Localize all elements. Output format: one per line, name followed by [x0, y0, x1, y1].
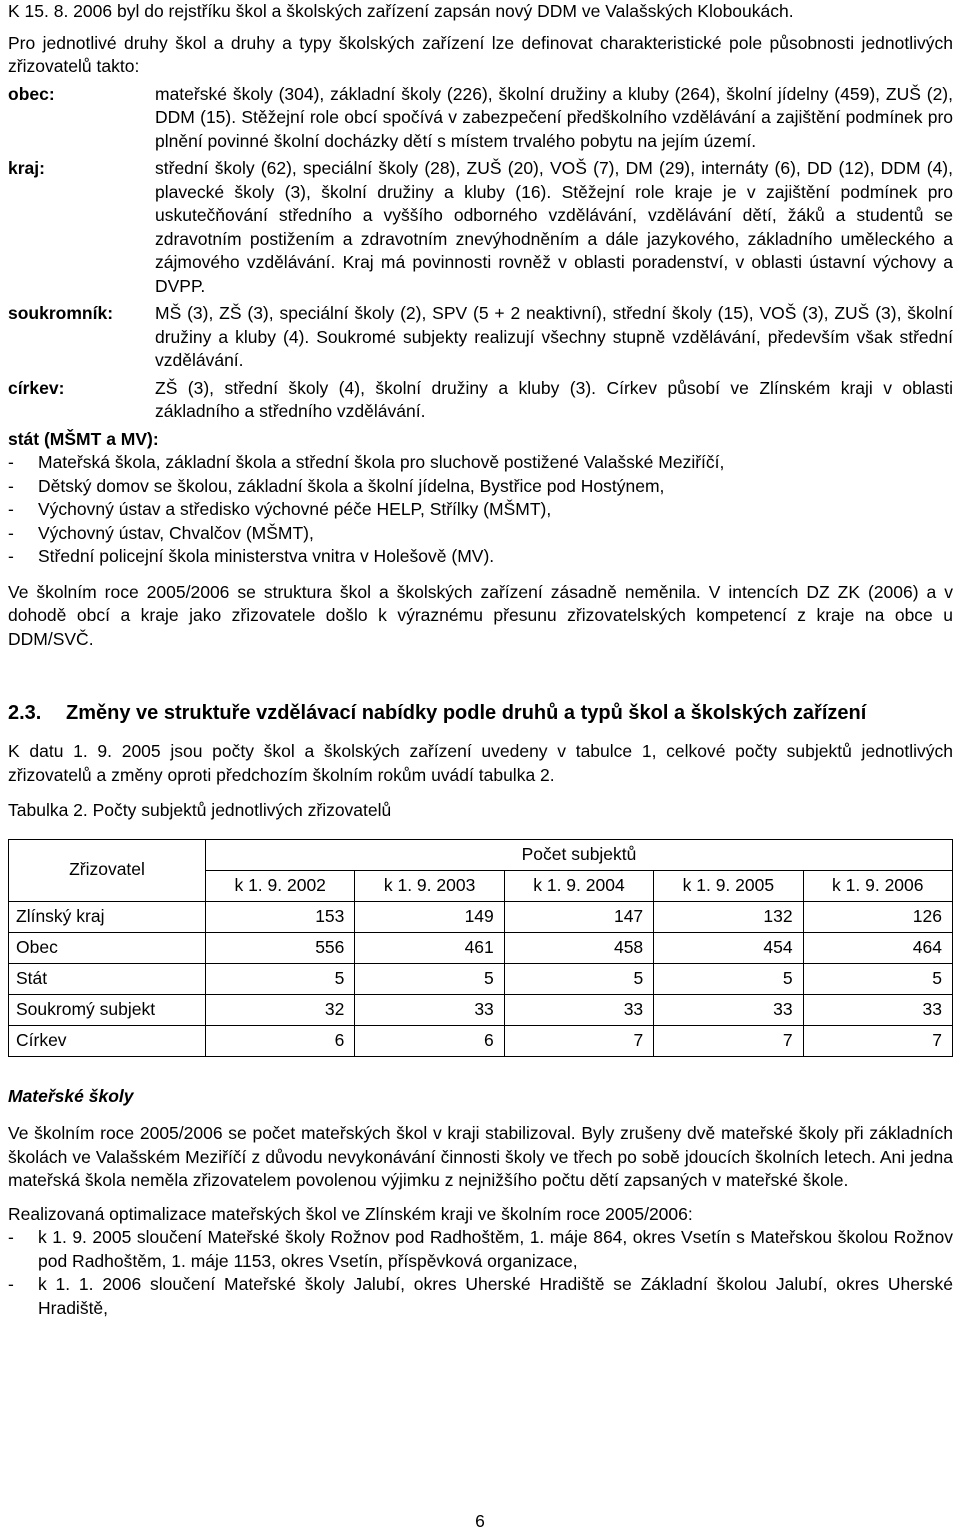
- count-cell: 5: [504, 963, 653, 994]
- founder-term: kraj:: [8, 158, 45, 178]
- founder-term: církev:: [8, 377, 65, 398]
- year-header: k 1. 9. 2005: [654, 870, 803, 901]
- kindergartens-heading: Mateřské školy: [8, 1085, 134, 1106]
- year-header: k 1. 9. 2004: [504, 870, 653, 901]
- founder-description: ZŠ (3), střední školy (4), školní družiny a kluby (3). Církev působí ve Zlínském kraji v oblasti základního a středního vzdělávání.: [155, 377, 953, 421]
- count-cell: 7: [654, 1025, 803, 1056]
- count-cell: 33: [355, 994, 504, 1025]
- count-cell: 556: [206, 932, 355, 963]
- list-item: - k 1. 1. 2006 sloučení Mateřské školy Jalubí, okres Uherské Hradiště se Základní školou Jalubí, okres Uherské Hradiště,: [8, 1273, 953, 1320]
- count-cell: 5: [654, 963, 803, 994]
- list-item: - Dětský domov se školou, základní škola a školní jídelna, Bystřice pod Hostýnem,: [8, 475, 953, 499]
- count-cell: 33: [504, 994, 653, 1025]
- count-cell: 454: [654, 932, 803, 963]
- count-group-header: Počet subjektů: [206, 839, 953, 870]
- count-cell: 126: [803, 901, 952, 932]
- section-title: Změny ve struktuře vzdělávací nabídky podle druhů a typů škol a školských zařízení: [66, 702, 867, 724]
- founder-name: Zlínský kraj: [9, 901, 206, 932]
- section-number: 2.3.: [8, 702, 42, 724]
- founder-term: obec:: [8, 83, 55, 104]
- kindergartens-paragraph-1: Ve školním roce 2005/2006 se počet mateřských škol v kraji stabilizoval. Byly zrušeny dvě mateřské školy při základních školách ve Valašském Meziříčí z důvodu nevykonávání činnosti školy ve třech po sobě jdoucích školních letech. Ani jedna mateřská škola neměla zřizovatelem povolenou výjimku z nejnižšího počtu dětí zapsaných v mateřské škole.: [8, 1123, 953, 1190]
- founder-term: soukromník:: [8, 303, 114, 323]
- founder-description: střední školy (62), speciální školy (28), ZUŠ (20), VOŠ (7), DM (29), internáty (6), DD (12), DDM (4), plavecké školy (3), školní družiny a kluby (16). Stěžejní role kraje je v zajištění podmínek pro uskutečňování středního a vyššího odborného vzdělávání, vzdělávání dětí, žáků a studentů se zdravotním postižením a zdravotním znevýhodněním a dále jazykového, základního uměleckého a zájmového vzdělávání. Kraj má povinnosti rovněž v oblasti poradenství, v oblasti ústavní výchovy a DVPP.: [155, 158, 953, 296]
- count-cell: 461: [355, 932, 504, 963]
- count-cell: 458: [504, 932, 653, 963]
- count-cell: 33: [654, 994, 803, 1025]
- count-cell: 5: [803, 963, 952, 994]
- list-item: - Výchovný ústav, Chvalčov (MŠMT),: [8, 522, 953, 546]
- founders-count-table: [8, 839, 953, 1057]
- list-item: - Výchovný ústav a středisko výchovné péče HELP, Střílky (MŠMT),: [8, 498, 953, 522]
- state-heading: stát (MŠMT a MV):: [8, 428, 159, 449]
- founder-name: Obec: [9, 932, 206, 963]
- intro-paragraph-1: K 15. 8. 2006 byl do rejstříku škol a školských zařízení zapsán nový DDM ve Valašských Kloboukách.: [8, 1, 794, 21]
- year-header: k 1. 9. 2002: [206, 870, 355, 901]
- datum-paragraph: K datu 1. 9. 2005 jsou počty škol a školských zařízení uvedeny v tabulce 1, celkové počty subjektů jednotlivých zřizovatelů a změny oproti předchozím školním rokům uvádí tabulka 2.: [8, 741, 953, 785]
- count-cell: 32: [206, 994, 355, 1025]
- count-cell: 6: [206, 1025, 355, 1056]
- count-cell: 153: [206, 901, 355, 932]
- list-item: - Střední policejní škola ministerstva vnitra v Holešově (MV).: [8, 545, 953, 569]
- founder-name: Církev: [9, 1025, 206, 1056]
- table-row: [9, 901, 953, 932]
- page-number: 6: [475, 1511, 485, 1531]
- count-cell: 6: [355, 1025, 504, 1056]
- year-header: k 1. 9. 2003: [355, 870, 504, 901]
- founder-definition-list: [8, 83, 953, 424]
- table-row: [9, 932, 953, 963]
- table-row: [9, 963, 953, 994]
- intro-paragraph-2: Pro jednotlivé druhy škol a druhy a typy školských zařízení lze definovat charakteristické pole působnosti jednotlivých zřizovatelů takto:: [8, 32, 953, 76]
- table-caption: Tabulka 2. Počty subjektů jednotlivých zřizovatelů: [8, 800, 392, 820]
- count-cell: 7: [803, 1025, 952, 1056]
- count-cell: 5: [355, 963, 504, 994]
- count-cell: 464: [803, 932, 952, 963]
- count-cell: 33: [803, 994, 952, 1025]
- founder-name: Stát: [9, 963, 206, 994]
- kindergartens-paragraph-2: Realizovaná optimalizace mateřských škol ve Zlínském kraji ve školním roce 2005/2006:: [8, 1203, 693, 1224]
- founder-column-header: Zřizovatel: [9, 839, 206, 901]
- table-header-row: [9, 839, 953, 870]
- state-list: [8, 451, 953, 569]
- count-cell: 5: [206, 963, 355, 994]
- year-header: k 1. 9. 2006: [803, 870, 952, 901]
- founder-row-kraj: [8, 157, 953, 298]
- founder-row-soukromnik: [8, 302, 953, 373]
- count-cell: 132: [654, 901, 803, 932]
- list-item: - k 1. 9. 2005 sloučení Mateřské školy Rožnov pod Radhoštěm, 1. máje 864, okres Vsetín s Mateřskou školou Rožnov pod Radhoštěm, 1. máje 1153, okres Vsetín, příspěvková organizace,: [8, 1226, 953, 1273]
- document-page: [8, 0, 953, 1320]
- count-cell: 147: [504, 901, 653, 932]
- table-row: [9, 1025, 953, 1056]
- optimization-list: [8, 1226, 953, 1320]
- structure-paragraph: Ve školním roce 2005/2006 se struktura škol a školských zařízení zásadně neměnila. V intencích DZ ZK (2006) a v dohodě obcí a kraje jako zřizovatele došlo k výraznému přesunu zřizovatelských kompetencí z kraje na obce u DDM/SVČ.: [8, 581, 953, 649]
- founder-description: MŠ (3), ZŠ (3), speciální školy (2), SPV (5 + 2 neaktivní), střední školy (15), VOŠ (3), ZUŠ (3), školní družiny a kluby (4). Soukromé subjekty realizují všechny stupně vzdělávání, především však střední vzdělávání.: [155, 303, 953, 370]
- section-heading: [8, 700, 953, 726]
- table-row: [9, 994, 953, 1025]
- count-cell: 7: [504, 1025, 653, 1056]
- list-item: - Mateřská škola, základní škola a střední škola pro sluchově postižené Valašské Meziříčí,: [8, 451, 953, 475]
- founder-name: Soukromý subjekt: [9, 994, 206, 1025]
- founder-description: mateřské školy (304), základní školy (226), školní družiny a kluby (264), školní jídelny (459), ZUŠ (2), DDM (15). Stěžejní role obcí spočívá v zabezpečení předškolního vzdělávání a zajištění podmínek pro plnění povinné školní docházky dětí s místem trvalého pobytu na jejím území.: [155, 83, 953, 151]
- founder-row-cirkev: [8, 377, 953, 424]
- count-cell: 149: [355, 901, 504, 932]
- founder-row-obec: [8, 83, 953, 154]
